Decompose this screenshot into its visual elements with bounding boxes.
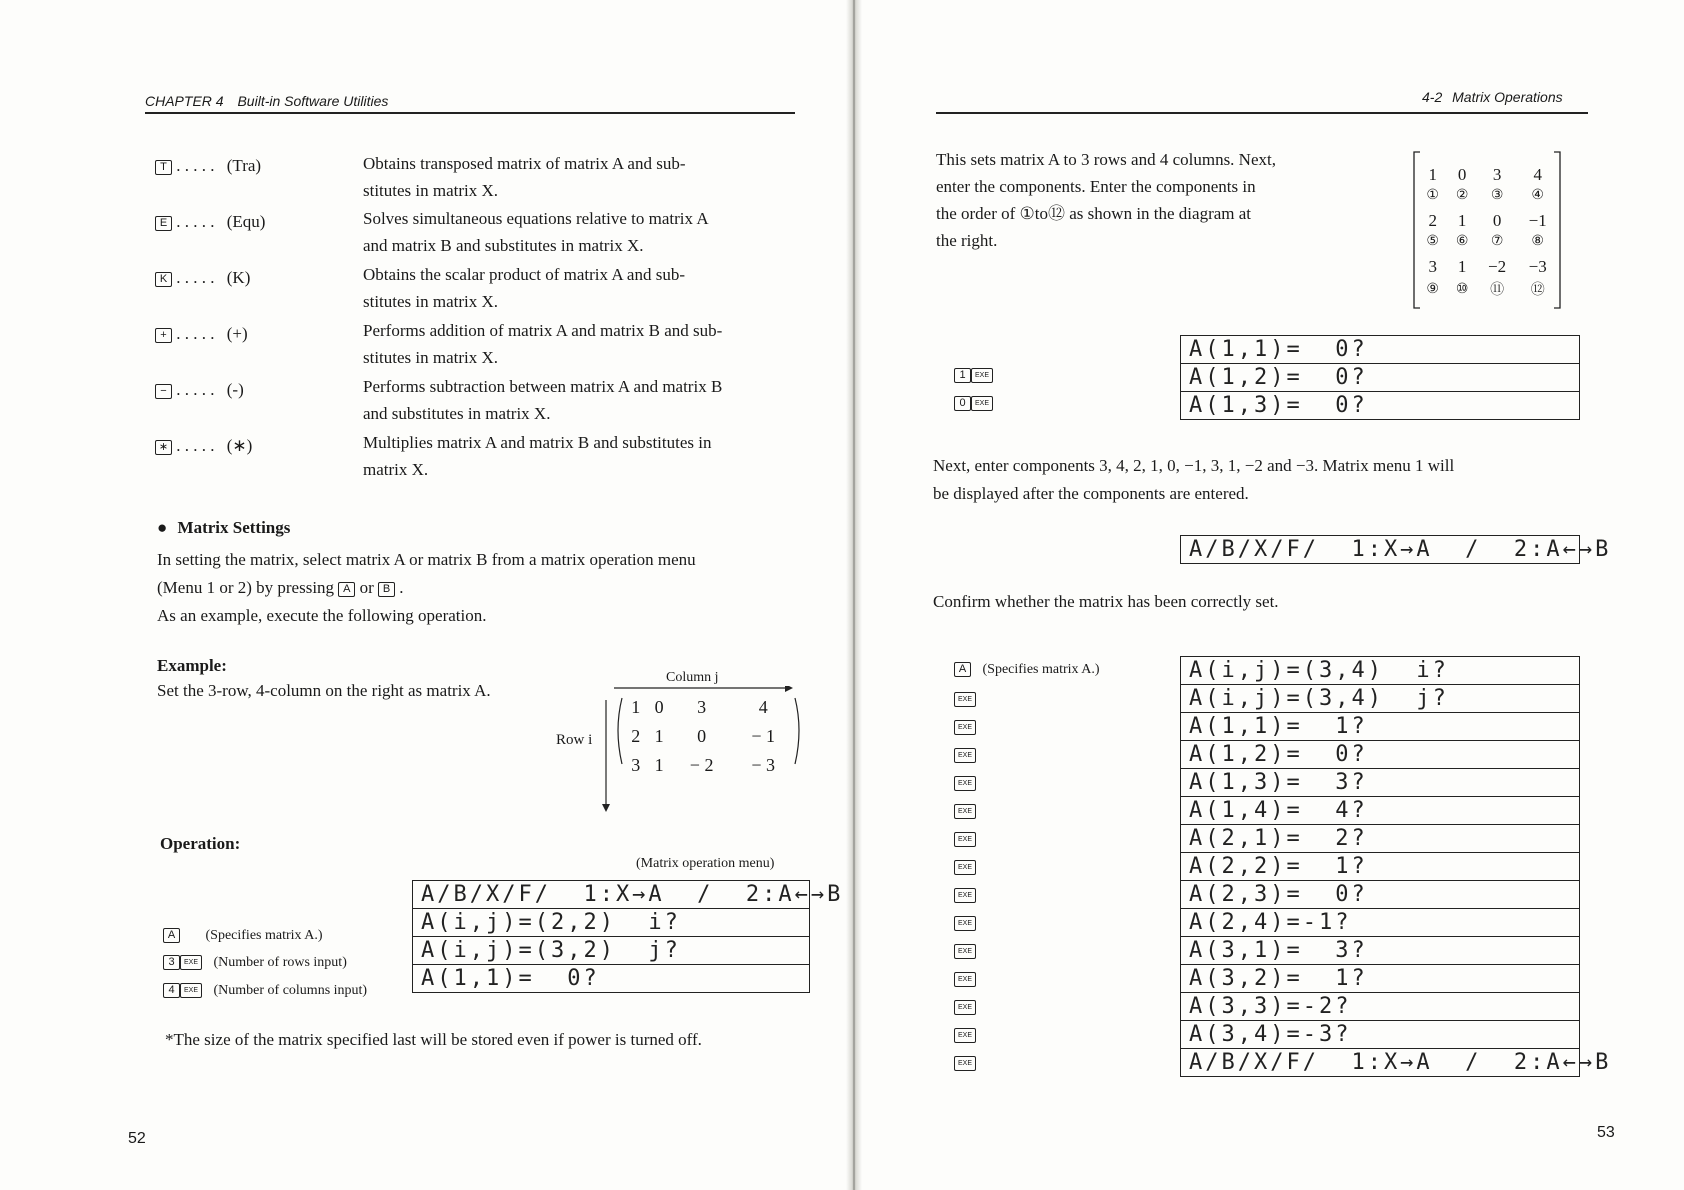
description-line: Multiplies matrix A and matrix B and substitutes in — [363, 433, 712, 452]
description-line: Obtains the scalar product of matrix A and sub- — [363, 265, 685, 284]
example-heading: Example: — [157, 656, 227, 675]
matrix-cell: 4 — [758, 697, 768, 717]
key-exe: EXE — [954, 692, 976, 707]
key-exe: EXE — [180, 983, 202, 998]
page-number: 52 — [128, 1130, 146, 1147]
command-description — [363, 429, 803, 483]
operation-step — [163, 955, 347, 971]
matrix-cell: 1 — [631, 697, 641, 717]
diagram-order: ⑪ — [1490, 283, 1505, 298]
lcd-display-row: A(i,j)=(3,4) j? — [1180, 684, 1580, 713]
column-label: Column j — [666, 670, 719, 685]
command-label: (+) — [226, 324, 248, 343]
command-dots: . . . . . — [176, 268, 215, 287]
command-row — [155, 212, 350, 232]
key-exe: EXE — [954, 1028, 976, 1043]
chapter-header — [145, 93, 388, 109]
lcd-display-row: A(1,1)= 1? — [1180, 712, 1580, 741]
key-exe: EXE — [954, 1056, 976, 1071]
diagram-order: ② — [1455, 188, 1469, 203]
lcd-display-row: A(1,3)= 3? — [1180, 768, 1580, 797]
matrix-cell: 1 — [654, 755, 664, 775]
diagram-order-row — [1418, 186, 1558, 205]
diagram-value: 4 — [1533, 165, 1542, 184]
diagram-value: −3 — [1528, 257, 1547, 276]
lcd-display-row: A(i,j)=(2,2) i? — [412, 908, 810, 937]
key-exe: EXE — [954, 888, 976, 903]
key-exe: EXE — [954, 832, 976, 847]
settings-paragraph — [157, 546, 817, 630]
lcd-display-row: A(3,2)= 1? — [1180, 964, 1580, 993]
next-line: Next, enter components 3, 4, 2, 1, 0, −1, 3, 1, −2 and −3. Matrix menu 1 will — [933, 456, 1455, 475]
lcd-display-row: A(3,4)=-3? — [1180, 1020, 1580, 1049]
diagram-order: ⑥ — [1455, 234, 1469, 249]
lcd-display-row: A/B/X/F/ 1:X→A / 2:A←→B — [412, 880, 810, 909]
description-line: stitutes in matrix X. — [363, 292, 499, 311]
intro-line: This sets matrix A to 3 rows and 4 columns. Next, — [936, 150, 1276, 169]
key-1: 1 — [954, 368, 971, 383]
lcd-display-row: A/B/X/F/ 1:X→A / 2:A←→B — [1180, 1048, 1580, 1077]
confirm-step — [954, 662, 1100, 678]
chapter-label: CHAPTER 4 — [145, 93, 224, 109]
section-header — [1422, 89, 1563, 105]
lcd-display-row: A(1,4)= 4? — [1180, 796, 1580, 825]
description-line: matrix X. — [363, 460, 429, 479]
lcd-display-row: A(1,3)= 0? — [1180, 391, 1580, 420]
key-exe: EXE — [954, 804, 976, 819]
next-paragraph — [933, 452, 1613, 508]
matrix-cell: − 2 — [689, 755, 714, 775]
key-4: 4 — [163, 983, 180, 998]
command-row — [155, 156, 350, 176]
key-e: E — [155, 216, 172, 231]
step-note: (Specifies matrix A.) — [982, 662, 1100, 677]
diagram-value: −1 — [1528, 211, 1547, 230]
diagram-value: 0 — [1492, 211, 1502, 230]
chapter-title: Built-in Software Utilities — [237, 93, 389, 109]
matrix-row — [624, 747, 794, 776]
diagram-value: 1 — [1428, 165, 1437, 184]
operation-heading: Operation: — [160, 834, 241, 853]
matrix-cell: 0 — [697, 726, 707, 746]
lcd-display-row: A(1,2)= 0? — [1180, 363, 1580, 392]
command-dots: . . . . . — [176, 212, 215, 231]
matrix-row — [624, 697, 794, 718]
key-exe: EXE — [180, 955, 202, 970]
key-a: A — [338, 582, 355, 597]
lcd-display-row: A(1,1)= 0? — [412, 964, 810, 993]
command-row — [155, 436, 350, 456]
diagram-value: 1 — [1457, 211, 1467, 230]
key-exe: EXE — [971, 368, 993, 383]
lcd-display-row: A(i,j)=(3,2) j? — [412, 936, 810, 965]
diagram-order: ④ — [1531, 188, 1544, 203]
diagram-value: 0 — [1457, 165, 1467, 184]
lcd-display-row: A(3,3)=-2? — [1180, 992, 1580, 1021]
book-gutter — [846, 0, 862, 1190]
command-description — [363, 317, 803, 371]
command-label: (K) — [226, 268, 251, 287]
matrix-cell: 3 — [697, 697, 707, 717]
matrix-row — [624, 718, 794, 747]
lcd-display-row: A(2,4)=-1? — [1180, 908, 1580, 937]
settings-heading — [157, 518, 290, 538]
description-line: Performs addition of matrix A and matrix B and sub- — [363, 321, 723, 340]
key-exe: EXE — [954, 1000, 976, 1015]
settings-line: As an example, execute the following operation. — [157, 606, 487, 625]
description-line: stitutes in matrix X. — [363, 181, 499, 200]
description-line: Solves simultaneous equations relative to matrix A — [363, 209, 709, 228]
diagram-order: ⑨ — [1426, 281, 1439, 297]
diagram-order: ⑩ — [1455, 281, 1469, 297]
lcd-display-row: A(1,2)= 0? — [1180, 740, 1580, 769]
settings-line — [157, 574, 817, 602]
lcd-display-row: A(i,j)=(3,4) i? — [1180, 656, 1580, 685]
diagram-order: ⑤ — [1426, 234, 1439, 249]
lcd-display-row: A(2,2)= 1? — [1180, 852, 1580, 881]
command-row — [155, 268, 350, 288]
key-multiply: ∗ — [155, 440, 172, 455]
key-0: 0 — [954, 396, 971, 411]
lcd-display-row: A(2,1)= 2? — [1180, 824, 1580, 853]
diagram-order: ⑧ — [1531, 234, 1544, 249]
command-label: (∗) — [226, 436, 253, 455]
diagram-order: ① — [1426, 188, 1439, 203]
next-line: be displayed after the components are entered. — [933, 484, 1249, 503]
page-number: 53 — [1597, 1124, 1615, 1141]
key-k: K — [155, 272, 172, 287]
lcd-display-row: A(3,1)= 3? — [1180, 936, 1580, 965]
description-line: Obtains transposed matrix of matrix A and sub- — [363, 154, 686, 173]
command-label: (Tra) — [226, 156, 262, 175]
key-minus: − — [155, 384, 172, 399]
key-plus: + — [155, 328, 172, 343]
order-diagram — [1418, 164, 1558, 300]
command-description — [363, 373, 803, 427]
diagram-value: 3 — [1492, 165, 1502, 184]
key-exe: EXE — [971, 396, 993, 411]
intro-line: the order of ①to⑫ as shown in the diagram at — [936, 204, 1252, 223]
command-dots: . . . . . — [176, 324, 215, 343]
diagram-order: ⑦ — [1490, 234, 1504, 249]
command-dots: . . . . . — [176, 436, 215, 455]
diagram-order-row — [1418, 232, 1558, 251]
diagram-order: ③ — [1490, 188, 1504, 203]
diagram-value: −2 — [1488, 257, 1507, 276]
key-exe: EXE — [954, 916, 976, 931]
row-label: Row i — [556, 732, 593, 748]
key-t: T — [155, 160, 172, 175]
diagram-value-row — [1418, 164, 1558, 186]
matrix-cell: − 1 — [751, 726, 776, 746]
matrix-cell: − 3 — [751, 755, 776, 775]
command-label: (-) — [226, 380, 244, 399]
key-sequence — [954, 366, 993, 384]
intro-paragraph — [936, 146, 1356, 254]
matrix-cell: 0 — [654, 697, 664, 717]
lcd-display-row: A(2,3)= 0? — [1180, 880, 1580, 909]
example-matrix — [624, 697, 794, 776]
diagram-value-row — [1418, 205, 1558, 232]
command-dots: . . . . . — [176, 380, 215, 399]
intro-line: the right. — [936, 231, 998, 250]
matrix-cell: 2 — [631, 726, 641, 746]
settings-text: . — [399, 578, 404, 597]
intro-line: enter the components. Enter the components in — [936, 177, 1256, 196]
command-dots: . . . . . — [176, 156, 215, 175]
key-exe: EXE — [954, 776, 976, 791]
diagram-value: 3 — [1428, 257, 1437, 276]
command-row — [155, 324, 350, 344]
key-exe: EXE — [954, 860, 976, 875]
command-row — [155, 380, 350, 400]
command-label: (Equ) — [226, 212, 266, 231]
header-rule — [145, 112, 795, 114]
diagram-value: 1 — [1457, 257, 1467, 276]
menu-note: (Matrix operation menu) — [636, 856, 775, 871]
key-a: A — [163, 928, 180, 943]
bullet: ● — [157, 518, 168, 537]
operation-step — [163, 983, 367, 999]
key-3: 3 — [163, 955, 180, 970]
footnote: *The size of the matrix specified last will be stored even if power is turned off. — [165, 1030, 702, 1049]
step-note: (Number of columns input) — [213, 983, 368, 998]
key-exe: EXE — [954, 944, 976, 959]
key-b: B — [378, 582, 395, 597]
settings-text: (Menu 1 or 2) by pressing — [157, 578, 335, 597]
step-note: (Specifies matrix A.) — [205, 928, 323, 943]
lcd-display-row: A(1,1)= 0? — [1180, 335, 1580, 364]
settings-heading-text: Matrix Settings — [177, 518, 291, 537]
matrix-cell: 1 — [654, 726, 664, 746]
key-a: A — [954, 662, 971, 677]
operation-step — [163, 928, 323, 944]
key-exe: EXE — [954, 720, 976, 735]
example-text: Set the 3-row, 4-column on the right as matrix A. — [157, 681, 491, 700]
key-sequence — [954, 394, 993, 412]
lcd-menu-display: A/B/X/F/ 1:X→A / 2:A←→B — [1180, 535, 1580, 564]
settings-line: In setting the matrix, select matrix A or matrix B from a matrix operation menu — [157, 550, 696, 569]
description-line: stitutes in matrix X. — [363, 348, 499, 367]
settings-text: or — [359, 578, 374, 597]
section-number: 4-2 — [1422, 89, 1443, 105]
confirm-text: Confirm whether the matrix has been correctly set. — [933, 592, 1279, 611]
step-note: (Number of rows input) — [213, 955, 347, 970]
section-title: Matrix Operations — [1452, 89, 1563, 105]
description-line: and substitutes in matrix X. — [363, 404, 551, 423]
key-exe: EXE — [954, 748, 976, 763]
description-line: and matrix B and substitutes in matrix X. — [363, 236, 644, 255]
diagram-value: 2 — [1428, 211, 1437, 230]
diagram-order-row — [1418, 278, 1558, 300]
key-exe: EXE — [954, 972, 976, 987]
diagram-order: ⑫ — [1530, 283, 1545, 298]
command-description — [363, 150, 803, 204]
description-line: Performs subtraction between matrix A and matrix B — [363, 377, 723, 396]
command-description — [363, 261, 803, 315]
diagram-value-row — [1418, 251, 1558, 278]
matrix-cell: 3 — [631, 755, 641, 775]
header-rule — [936, 112, 1588, 114]
command-description — [363, 205, 803, 259]
